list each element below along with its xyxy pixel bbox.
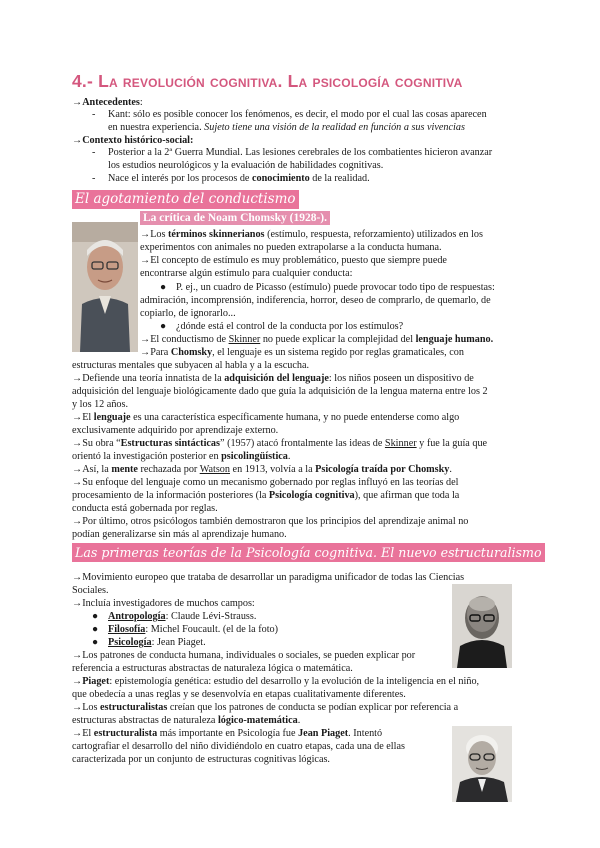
t-bold: Psicología: [108, 637, 152, 648]
antecedentes-item1: Kant: sólo es posible conocer los fenómenos, es decir, el modo por el cual las cosas aparecen: [108, 109, 487, 120]
portrait-foucault-icon: [452, 584, 512, 668]
dash-marker: -: [92, 147, 96, 158]
t-bold: Filosofía: [108, 624, 146, 635]
t-bold: mente: [111, 464, 138, 475]
t: de la realidad.: [309, 173, 370, 184]
t-bold: Chomsky: [170, 347, 213, 358]
t: →El: [72, 412, 94, 423]
section-heading-conductismo: El agotamiento del conductismo: [72, 190, 299, 209]
t: : Claude Lévi-Strauss.: [165, 611, 257, 622]
section-heading-estructuralismo: Las primeras teorías de la Psicología cognitiva. El nuevo estructuralismo: [72, 543, 545, 562]
t-underline: Skinner: [384, 438, 417, 449]
s2-p4: [72, 676, 479, 689]
antecedentes-label: Antecedentes: [82, 97, 140, 108]
s2-p3-cont: referencia a estructuras abstractas de naturaleza lógica o matemática.: [72, 663, 353, 674]
t-underline: Watson: [199, 464, 230, 475]
portrait-chomsky-icon: [72, 222, 138, 352]
t: ” (1957) atacó frontalmente las ideas de: [220, 438, 385, 449]
s1-p9: →Su enfoque del lenguaje como un mecanismo gobernado por reglas influyó en las teorías del: [72, 477, 459, 488]
s2-bullet2: [108, 624, 278, 637]
t: orientó la investigación posterior en: [72, 451, 222, 462]
t-bold: Antropología: [108, 611, 166, 622]
t: →Para: [140, 347, 171, 358]
s1-p2: →El concepto de estímulo es muy problemático, puesto que siempre puede: [140, 255, 447, 266]
s1-bullet1-cont: admiración, incomprensión, indiferencia, horror, deseo de comprarlo, de quemarlo, de: [140, 295, 491, 306]
s1-p10: →Por último, otros psicólogos también demostraron que los principios del aprendizaje animal no: [72, 516, 469, 527]
t: →Su obra “: [72, 438, 121, 449]
t-bold: psicolingüística: [221, 451, 288, 462]
s1-bullet2: ¿dónde está el control de la conducta por los estímulos?: [176, 321, 404, 332]
dash-marker: -: [92, 173, 96, 184]
bullet-marker: ●: [92, 624, 99, 635]
t: →: [72, 676, 83, 687]
t-bold: términos skinnerianos: [168, 229, 265, 240]
t: en 1913, volvía a la: [230, 464, 316, 475]
s2-p1-cont: Sociales.: [72, 585, 109, 596]
s1-bullet1-cont2: copiarlo, de ignorarlo...: [140, 308, 236, 319]
t: : Michel Foucault. (el de la foto): [145, 624, 279, 635]
s2-p4-cont: que obedecía a unas reglas y se desenvolvía en etapas cualitativamente diferentes.: [72, 689, 406, 700]
dash-marker: -: [92, 109, 96, 120]
s1-p6: [72, 412, 459, 425]
contexto-item2: [108, 173, 370, 186]
t-bold: estructuralistas: [100, 702, 168, 713]
t: →Los: [72, 702, 101, 713]
t: →Defiende una teoría innatista de la: [72, 373, 225, 384]
contexto-line: →Contexto histórico-social:: [72, 135, 194, 146]
t: y fue la guía que: [416, 438, 488, 449]
t: . Intentó: [348, 728, 383, 739]
s1-p5-cont2: y los 12 años.: [72, 399, 129, 410]
s1-p9-cont2: conducta está gobernada por reglas.: [72, 503, 218, 514]
s2-p5: [72, 702, 458, 715]
t: →Los: [140, 229, 169, 240]
s1-p9-cont: [72, 490, 459, 503]
s2-p6-cont: cartografiar el desarrollo del niño dividiéndolo en cuatro etapas, cada una de ellas: [72, 741, 405, 752]
t: Nace el interés por los procesos de: [108, 173, 252, 184]
t: .: [449, 464, 452, 475]
s1-p2-cont: encontrarse algún estímulo para cualquier conducta:: [140, 268, 353, 279]
t: ), que afirman que toda la: [354, 490, 460, 501]
bullet-marker: ●: [92, 611, 99, 622]
t: es una característica específicamente humana, y no puede entenderse como algo: [130, 412, 460, 423]
s1-p4-cont: estructuras mentales que subyacen al habla y a la escucha.: [72, 360, 310, 371]
s1-bullet1: P. ej., un cuadro de Picasso (estímulo) puede provocar todo tipo de respuestas:: [176, 282, 495, 293]
bullet-marker: ●: [160, 321, 167, 332]
t-bold: conocimiento: [252, 173, 310, 184]
t: creían que los patrones de conducta se podían explicar por referencia a: [167, 702, 459, 713]
t: →El: [72, 728, 94, 739]
antecedentes-italic: Sujeto tiene una visión de la realidad en función a sus vivencias: [204, 122, 465, 133]
s1-p5: [72, 373, 474, 386]
s1-p3: [140, 334, 493, 347]
s1-p7-cont: [72, 451, 290, 464]
t: no puede explicar la complejidad del: [260, 334, 416, 345]
t: rechazada por: [137, 464, 200, 475]
s2-bullet3: [108, 637, 206, 650]
t-bold: lenguaje humano.: [415, 334, 494, 345]
subheading-chomsky: La crítica de Noam Chomsky (1928-).: [140, 211, 330, 225]
t: (estímulo, respuesta, reforzamiento) utilizados en los: [264, 229, 483, 240]
t-bold: Psicología cognitiva: [268, 490, 355, 501]
s2-p6: [72, 728, 382, 741]
s2-p6-cont2: caracterizada por un conjunto de estructuras cognitivas lógicas.: [72, 754, 330, 765]
contexto-item1-cont: los estudios neurológicos y la evaluación de habilidades cognitivas.: [108, 160, 384, 171]
t: : Jean Piaget.: [151, 637, 206, 648]
t-bold: Estructuras sintácticas: [120, 438, 220, 449]
t-underline: Skinner: [228, 334, 261, 345]
s1-p6-cont: exclusivamente adquirido por aprendizaje externo.: [72, 425, 279, 436]
t-bold: lenguaje: [93, 412, 131, 423]
s1-p8: [72, 464, 452, 477]
t: →El conductismo de: [140, 334, 229, 345]
bullet-marker: ●: [160, 282, 167, 293]
t: .: [287, 451, 291, 462]
t: →Así, la: [72, 464, 112, 475]
bullet-marker: ●: [92, 637, 99, 648]
t: estructuras abstractas de naturaleza: [72, 715, 218, 726]
t: .: [297, 715, 301, 726]
page-title: 4.- La revolución cognitiva. La psicología cognitiva: [72, 71, 463, 91]
s2-bullet1: [108, 611, 256, 624]
t-bold: Jean Piaget: [298, 728, 349, 739]
contexto-label: Contexto histórico-social:: [82, 135, 194, 146]
antecedentes-text: en nuestra experiencia.: [108, 122, 205, 133]
portrait-piaget-icon: [452, 726, 512, 802]
s2-p2: →Incluía investigadores de muchos campos:: [72, 598, 255, 609]
t-bold: lógico-matemática: [217, 715, 298, 726]
s1-p7: [72, 438, 487, 451]
t: procesamiento de la información posteriores (la: [72, 490, 269, 501]
t-bold: Psicología traída por Chomsky: [315, 464, 450, 475]
t: , el lenguaje es un sistema regido por reglas gramaticales, con: [212, 347, 464, 358]
s2-p5-cont: [72, 715, 300, 728]
s1-p4: [140, 347, 464, 360]
contexto-item1: Posterior a la 2ª Guerra Mundial. Las lesiones cerebrales de los combatientes hicieron avanzar: [108, 147, 493, 158]
s1-p1-cont: experimentos con animales no pueden extrapolarse a la conducta humana.: [140, 242, 442, 253]
s2-p3: →Los patrones de conducta humana, individuales o sociales, se pueden explicar por: [72, 650, 416, 661]
antecedentes-line: →Antecedentes:: [72, 97, 143, 108]
t: : epistemología genética: estudio del desarrollo y la evolución de la inteligencia en el niño,: [109, 676, 480, 687]
t: más importante en Psicología fue: [157, 728, 299, 739]
s1-p1: [140, 229, 483, 242]
s1-p5-cont: adquisición del lenguaje biológicamente dado que guía la adquisición de la lengua materna entre los 2: [72, 386, 488, 397]
s2-p1: →Movimiento europeo que trataba de desarrollar un paradigma unificador de todas las Ciencias: [72, 572, 465, 583]
t: : los niños poseen un dispositivo de: [328, 373, 474, 384]
antecedentes-item1-cont: [108, 122, 465, 135]
s1-p10-cont: podían generalizarse sin más al aprendizaje humano.: [72, 529, 287, 540]
t-bold: Piaget: [82, 676, 110, 687]
t-bold: adquisición del lenguaje: [224, 373, 329, 384]
t-bold: estructuralista: [93, 728, 158, 739]
